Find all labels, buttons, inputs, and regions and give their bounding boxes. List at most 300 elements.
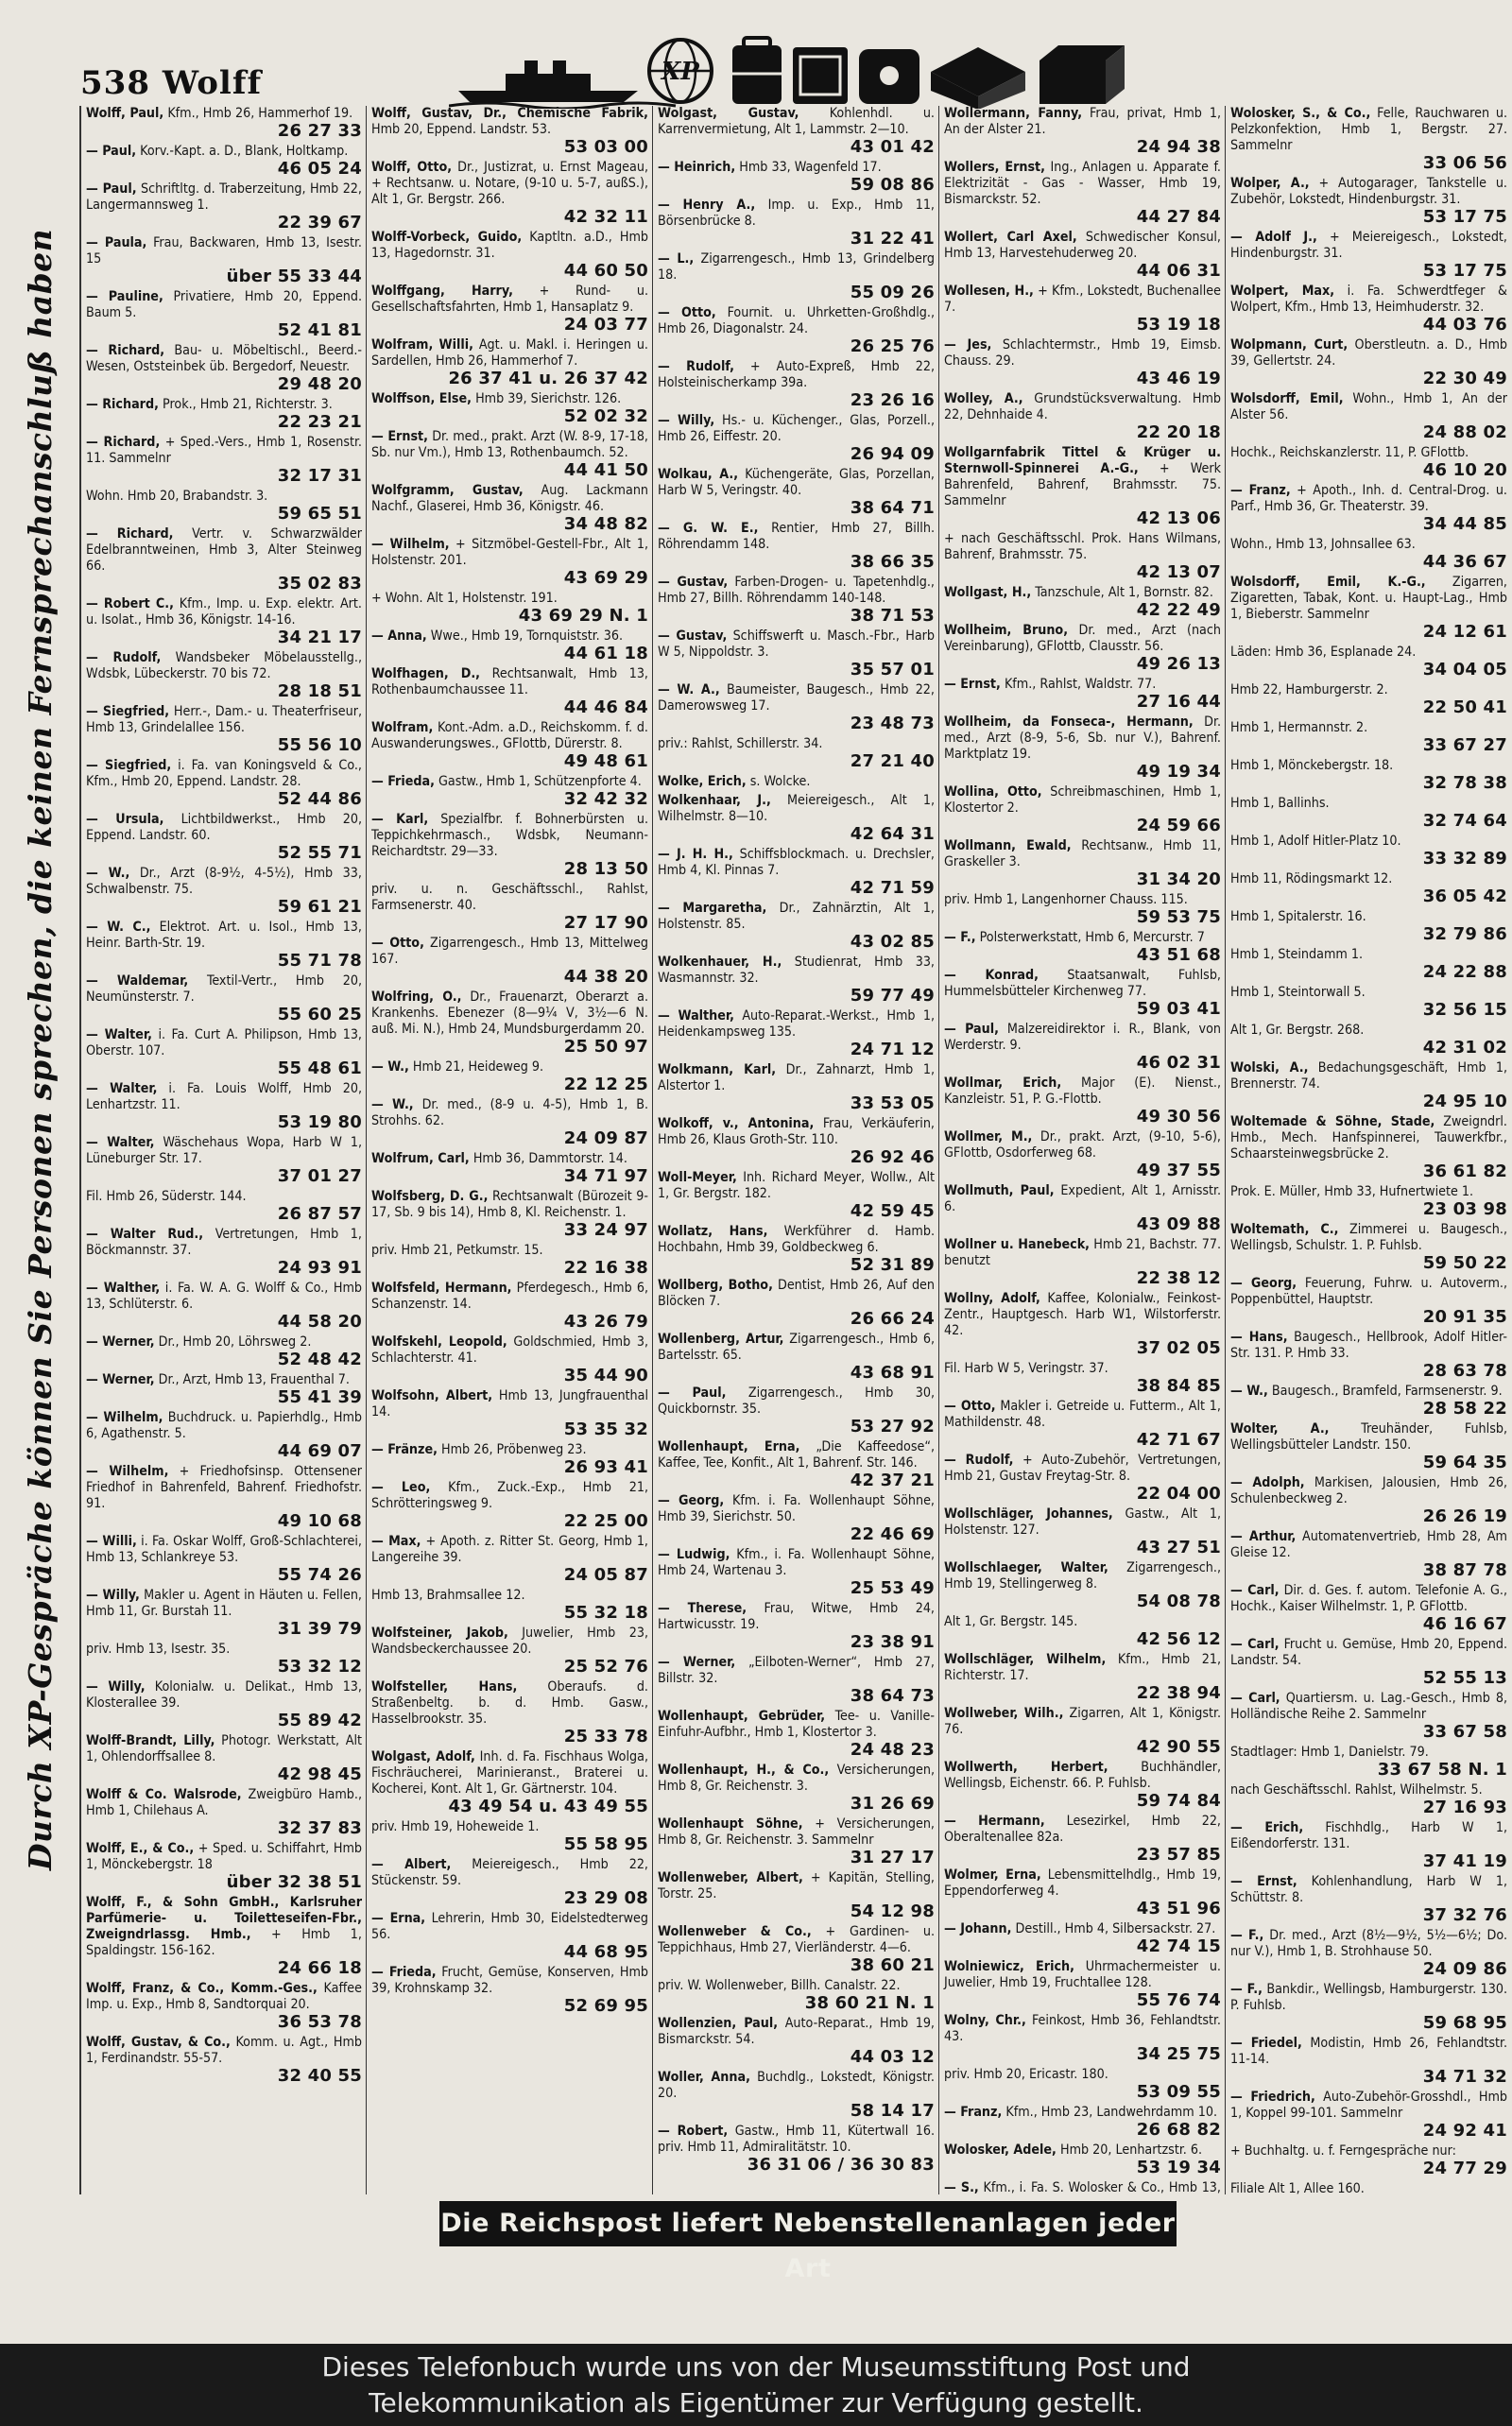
directory-entry — [658, 198, 935, 249]
entry-phone-number: 34 48 82 — [563, 514, 648, 534]
directory-entry — [371, 774, 648, 809]
entry-phone-number: 23 57 85 — [1136, 1845, 1221, 1865]
directory-entry — [944, 585, 1221, 620]
entry-phone-number: 42 59 45 — [850, 1201, 935, 1221]
directory-entry — [371, 1388, 648, 1439]
entry-name: Wollschläger, Wilhelm, — [944, 1652, 1107, 1667]
directory-entry — [658, 2124, 935, 2175]
entry-details: Filiale Alt 1, Allee 160. — [1230, 2181, 1365, 2194]
directory-entry — [371, 720, 648, 771]
entry-phone-number: 44 68 95 — [563, 1942, 648, 1962]
directory-entry — [658, 305, 935, 356]
directory-entry — [1230, 1874, 1507, 1925]
entry-phone-number: 55 71 78 — [277, 951, 362, 971]
entry-details: + Sped.-Vers., Hmb 1, Rosenstr. 11. Sammelnr — [86, 435, 362, 466]
directory-entry — [371, 160, 648, 227]
entry-details: Schreibmaschinen, Hmb 1, Klostertor 2. — [944, 784, 1221, 816]
entry-phone-number: 53 17 75 — [1422, 207, 1507, 227]
entry-phone-number: 44 41 50 — [563, 460, 648, 480]
directory-entry — [86, 435, 362, 486]
entry-phone-number: 28 13 50 — [563, 859, 648, 879]
entry-phone-number: 22 46 69 — [850, 1524, 935, 1544]
entry-phone-number: 54 08 78 — [1136, 1592, 1221, 1611]
entry-details: Komm. u. Agt., Hmb 1, Ferdinandstr. 55-57. — [86, 2035, 362, 2066]
directory-entry — [944, 838, 1221, 889]
entry-details: Werkführer d. Hamb. Hochbahn, Hmb 39, Goldbeckweg 6. — [658, 1224, 935, 1255]
entry-details: Pferdegesch., Hmb 6, Schanzenstr. 14. — [371, 1281, 648, 1312]
entry-name: — Franz, — [1230, 483, 1291, 498]
entry-phone-number: 22 25 00 — [563, 1511, 648, 1531]
entry-phone-number: 26 66 24 — [850, 1309, 935, 1329]
entry-details: Dr., prakt. Arzt, (9-10, 5-6), GFlottb, Osdorferweg 68. — [944, 1129, 1221, 1161]
entry-name: — W., — [371, 1097, 414, 1112]
entry-details: priv. Hmb 13, Isestr. 35. — [86, 1642, 231, 1657]
entry-name: Wolkenhaar, J., — [658, 793, 771, 808]
entry-name: Wolfsteiner, Jakob, — [371, 1626, 508, 1641]
entry-name: — Richard, — [86, 343, 165, 358]
entry-name: — Leo, — [371, 1480, 431, 1495]
entry-name: — Konrad, — [944, 968, 1039, 983]
entry-name: Wolff-Brandt, Lilly, — [86, 1733, 215, 1748]
directory-entry — [86, 1372, 362, 1407]
entry-phone-number: 43 27 51 — [1136, 1538, 1221, 1557]
entry-phone-number: 32 74 64 — [1422, 811, 1507, 831]
entry-name: — Willi, — [86, 1534, 137, 1549]
entry-details: Rechtsanwalt (Bürozeit 9-17, Sb. 9 bis 14), Hmb 8, Kl. Reichenstr. 1. — [371, 1189, 649, 1220]
directory-entry — [86, 812, 362, 863]
entry-details: Hmb 1, Steindamm 1. — [1230, 947, 1364, 962]
entry-phone-number: 37 41 19 — [1422, 1851, 1507, 1871]
directory-entry — [658, 1601, 935, 1652]
entry-phone-number: 37 01 27 — [277, 1166, 362, 1186]
entry-details: Hmb 1, Hermannstr. 2. — [1230, 720, 1368, 735]
directory-entry — [944, 391, 1221, 442]
entry-phone-number: 42 56 12 — [1136, 1629, 1221, 1649]
entry-phone-number: 54 12 98 — [850, 1901, 935, 1921]
entry-details: Kfm., i. Fa. S. Wolosker & Co., Hmb 13, — [983, 2180, 1221, 2194]
directory-entry — [658, 955, 935, 1006]
directory-entry — [944, 337, 1221, 388]
entry-name: — Erich, — [1230, 1820, 1304, 1835]
entry-phone-number: 42 13 06 — [1136, 508, 1221, 528]
entry-name: — Hans, — [1230, 1330, 1288, 1345]
entry-phone-number: 26 26 19 — [1422, 1506, 1507, 1526]
directory-entry — [1230, 391, 1507, 442]
parcel-icon — [931, 47, 1025, 109]
directory-entry — [658, 1332, 935, 1383]
entry-phone-number: 28 58 22 — [1422, 1399, 1507, 1419]
directory-entry — [86, 2035, 362, 2086]
directory-entry — [658, 793, 935, 844]
entry-name: — Paul, — [944, 1022, 999, 1037]
entry-phone-number: 42 32 11 — [563, 207, 648, 227]
entry-phone-number: 55 89 42 — [277, 1711, 362, 1730]
entry-details: Gastw., Hmb 11, Kütertwall 16. priv. Hmb 11, Admiralitätstr. 10. — [658, 2124, 935, 2155]
directory-entry — [371, 1243, 648, 1278]
entry-details: Hmb 20, Lenhartzstr. 6. — [1059, 2142, 1203, 2158]
entry-details: Oberstleutn. a. D., Hmb 39, Gellertstr. 24. — [1230, 337, 1507, 369]
ship-icon — [449, 60, 676, 109]
entry-phone-number: 22 38 94 — [1136, 1683, 1221, 1703]
entry-phone-number: 38 60 21 N. 1 — [804, 1993, 935, 2013]
entry-name: Woller, Anna, — [658, 2070, 750, 2085]
entry-details: Dr. med., Arzt (8-9, 5-6, Sb. nur V.), Bahrenf. Marktplatz 19. — [944, 714, 1221, 762]
directory-entry — [944, 1506, 1221, 1557]
entry-name: Wolkmann, Karl, — [658, 1062, 777, 1077]
entry-phone-number: 44 03 76 — [1422, 315, 1507, 335]
entry-name: Wolgast, Adolf, — [371, 1749, 475, 1764]
entry-phone-number: 26 93 41 — [563, 1457, 648, 1477]
entry-details: Dr. med., Arzt (nach Vereinbarung), GFlottb, Clausstr. 56. — [944, 623, 1221, 654]
entry-details: Aug. Lackmann Nachf., Glaserei, Hmb 36, Königstr. 46. — [371, 483, 648, 514]
entry-details: Rechtsanw., Hmb 11, Graskeller 3. — [944, 838, 1221, 869]
entry-details: + Rund- u. Gesellschaftsfahrten, Hmb 1, Hansaplatz 9. — [371, 284, 648, 315]
directory-entry — [944, 1959, 1221, 2010]
directory-entry — [371, 1626, 648, 1677]
entry-details: i. Fa. Oskar Wolff, Groß-Schlachterei, Hmb 13, Schlankreye 53. — [86, 1534, 362, 1565]
directory-entry — [944, 1921, 1221, 1956]
entry-details: Hmb 1, Spitalerstr. 16. — [1230, 909, 1366, 924]
entry-phone-number: 24 22 88 — [1422, 962, 1507, 982]
entry-details: Hmb 13, Brahmsallee 12. — [371, 1588, 525, 1603]
directory-entry — [371, 1480, 648, 1531]
entry-details: Buchdlg., Lokstedt, Königstr. 20. — [658, 2070, 935, 2101]
entry-name: — Walther, — [86, 1281, 161, 1296]
entry-name: Wolff, Gustav, & Co., — [86, 2035, 231, 2050]
entry-name: Wollweber, Wilh., — [944, 1706, 1064, 1721]
entry-details: Hmb 39, Sierichstr. 126. — [475, 391, 622, 406]
entry-details: + Kfm., Lokstedt, Buchenallee 7. — [944, 284, 1221, 315]
entry-phone-number: 38 64 71 — [850, 498, 935, 518]
credit-caption — [0, 2344, 1512, 2426]
entry-name: — Willy, — [86, 1679, 146, 1695]
entry-phone-number: 37 02 05 — [1136, 1338, 1221, 1358]
entry-name: — Otto, — [944, 1399, 996, 1414]
entry-details: Tee- u. Vanille-Einfuhr-Aufbhr., Hmb 1, Klostertor 3. — [658, 1709, 936, 1740]
entry-name: Wolter, A., — [1230, 1421, 1330, 1437]
entry-phone-number: 33 67 27 — [1422, 735, 1507, 755]
directory-entry — [1230, 575, 1507, 642]
entry-phone-number: 52 44 86 — [277, 789, 362, 809]
entry-phone-number: 31 39 79 — [277, 1619, 362, 1639]
entry-details: Herr.-, Dam.- u. Theaterfriseur, Hmb 13, Grindelallee 156. — [86, 704, 362, 735]
directory-entry — [944, 1614, 1221, 1649]
entry-phone-number: 22 38 12 — [1136, 1268, 1221, 1288]
entry-details: Auto-Zubehör-Grosshdl., Hmb 1, Koppel 99-101. Sammelnr — [1230, 2090, 1507, 2121]
directory-entry — [86, 1981, 362, 2032]
entry-phone-number: 44 46 84 — [563, 697, 648, 717]
entry-name: — Anna, — [371, 628, 427, 644]
entry-phone-number: 55 74 26 — [277, 1565, 362, 1585]
entry-phone-number: 58 14 17 — [850, 2101, 935, 2121]
entry-name: Wolosker, S., & Co., — [1230, 106, 1371, 121]
directory-entry — [944, 284, 1221, 335]
entry-details: Hs.- u. Küchenger., Glas, Porzell., Hmb 26, Eiffestr. 20. — [658, 413, 935, 444]
entry-phone-number: 43 51 68 — [1136, 945, 1221, 965]
entry-details: + Sped. u. Schiffahrt, Hmb 1, Mönckebergstr. 18 — [86, 1841, 362, 1872]
directory-entry — [371, 1819, 648, 1854]
entry-phone-number: 52 02 32 — [563, 406, 648, 426]
entry-details: Zweigndrl. Hmb., Mech. Hanfspinnerei, Tauwerkfbr., Schaarsteinwegsbrücke 2. — [1230, 1114, 1507, 1161]
directory-entry — [944, 2142, 1221, 2177]
directory-entry — [944, 714, 1221, 782]
entry-details: Textil-Vertr., Hmb 20, Neumünsterstr. 7. — [86, 973, 362, 1005]
entry-phone-number: 44 27 84 — [1136, 207, 1221, 227]
entry-details: Wwe., Hmb 19, Tornquiststr. 36. — [430, 628, 624, 644]
entry-name: — Werner, — [658, 1655, 736, 1670]
entry-name: Wolniewicz, Erich, — [944, 1959, 1074, 1974]
directory-entry — [86, 343, 362, 394]
entry-phone-number: 26 25 76 — [850, 336, 935, 356]
entry-name: Wolff, Paul, — [86, 106, 164, 121]
directory-entry — [658, 1547, 935, 1598]
entry-details: + Wohn. Alt 1, Holstenstr. 191. — [371, 591, 558, 606]
entry-details: Felle, Rauchwaren u. Pelzkonfektion, Hmb 1, Bergstr. 27. Sammelnr — [1230, 106, 1507, 153]
entry-details: Wohn. Hmb 20, Brabandstr. 3. — [86, 489, 268, 504]
entry-name: — W. C., — [86, 920, 151, 935]
entry-phone-number: 24 77 29 — [1422, 2159, 1507, 2178]
entry-phone-number: 42 37 21 — [850, 1471, 935, 1490]
entry-phone-number: 22 12 25 — [563, 1075, 648, 1094]
entry-details: Spezialfbr. f. Bohnerbürsten u. Teppichkehrmasch., Wdsbk, Neumann-Reichardtstr. 29—33. — [371, 812, 648, 859]
entry-name: — Frieda, — [371, 1965, 437, 1980]
entry-phone-number: 52 31 89 — [850, 1255, 935, 1275]
directory-entry — [86, 1189, 362, 1224]
entry-phone-number: 46 16 67 — [1422, 1614, 1507, 1634]
entry-phone-number: 32 37 83 — [277, 1818, 362, 1838]
directory-entry — [1230, 1060, 1507, 1111]
entry-phone-number: 52 55 13 — [1422, 1668, 1507, 1688]
entry-details: i. Fa. Schwerdtfeger & Wolpert, Kfm., Hmb 13, Heimhuderstr. 32. — [1230, 284, 1507, 315]
entry-details: Juwelier, Hmb 23, Wandsbeckerchaussee 20. — [371, 1626, 648, 1657]
entry-phone-number: 53 32 12 — [277, 1657, 362, 1677]
entry-name: Wollermann, Fanny, — [944, 106, 1083, 121]
entry-details: Kfm., Hmb 23, Landwehrdamm 10. — [1005, 2105, 1217, 2120]
entry-details: Frau, Verkäuferin, Hmb 26, Klaus Groth-Str. 110. — [658, 1116, 935, 1147]
entry-details: Schiffsblockmach. u. Drechsler, Hmb 4, Kl. Pinnas 7. — [658, 847, 935, 878]
entry-name: — Ursula, — [86, 812, 164, 827]
entry-phone-number: über 55 33 44 — [226, 267, 362, 286]
directory-entry — [658, 521, 935, 572]
directory-entry — [658, 1978, 935, 2013]
entry-details: Dr., Arzt (8-9½, 4-5½), Hmb 33, Schwalbenstr. 75. — [86, 866, 362, 897]
entry-details: + Hmb 1, Spaldingstr. 156-162. — [86, 1927, 362, 1958]
entry-phone-number: 53 17 75 — [1422, 261, 1507, 281]
directory-entry — [371, 591, 648, 626]
directory-entry — [371, 1911, 648, 1962]
entry-name: — Walter Rud., — [86, 1227, 204, 1242]
directory-entry — [658, 1924, 935, 1975]
entry-phone-number: 33 06 56 — [1422, 153, 1507, 173]
entry-phone-number: 28 18 51 — [277, 681, 362, 701]
entry-details: + Meiereigesch., Lokstedt, Hindenburgstr. 31. — [1230, 230, 1507, 261]
entry-name: Wolfsfeld, Hermann, — [371, 1281, 512, 1296]
entry-details: + Kapitän, Stelling, Torstr. 25. — [658, 1870, 935, 1901]
entry-details: Dr. med., (8-9 u. 4-5), Hmb 1, B. Strohhs. 62. — [371, 1097, 648, 1128]
entry-phone-number: 34 44 85 — [1422, 514, 1507, 534]
entry-phone-number: 31 27 17 — [850, 1848, 935, 1867]
entry-details: Dr., Arzt, Hmb 13, Frauenthal 7. — [158, 1372, 350, 1387]
entry-details: Kohlenhandlung, Harb W 1, Schüttstr. 8. — [1230, 1874, 1507, 1905]
entry-phone-number: 42 98 45 — [277, 1764, 362, 1784]
directory-entry — [1230, 483, 1507, 534]
entry-details: Staatsanwalt, Fuhlsb, Hummelsbütteler Kirchenweg 77. — [944, 968, 1221, 999]
directory-entry — [1230, 106, 1507, 173]
entry-details: Kfm., Imp. u. Exp. elektr. Art. u. Isolat., Hmb 36, Königstr. 14-16. — [86, 596, 362, 628]
page-header — [52, 17, 1512, 112]
entry-phone-number: 22 04 00 — [1136, 1484, 1221, 1504]
directory-entry — [944, 2180, 1221, 2194]
credit-line-2: Telekommunikation als Eigentümer zur Verfügung gestellt. — [369, 2387, 1143, 2418]
entry-phone-number: 33 67 58 — [1422, 1722, 1507, 1742]
entry-details: i. Fa. van Koningsveld & Co., Kfm., Hmb 20, Eppend. Landstr. 28. — [86, 758, 362, 789]
entry-phone-number: 26 94 09 — [850, 444, 935, 464]
entry-phone-number: 43 69 29 N. 1 — [518, 606, 648, 626]
entry-phone-number: 24 09 86 — [1422, 1959, 1507, 1979]
entry-phone-number: 49 30 56 — [1136, 1107, 1221, 1127]
entry-name: — G. W. E., — [658, 521, 759, 536]
entry-details: Hmb 21, Bachstr. 77. benutzt — [944, 1237, 1222, 1268]
entry-phone-number: 38 66 35 — [850, 552, 935, 572]
directory-entry — [371, 537, 648, 588]
entry-details: Kaptltn. a.D., Hmb 13, Hagedornstr. 31. — [371, 230, 648, 261]
entry-name: — Pauline, — [86, 289, 163, 304]
entry-details: + Buchhaltg. u. f. Ferngespräche nur: — [1230, 2143, 1456, 2159]
entry-phone-number: 55 60 25 — [277, 1005, 362, 1024]
directory-entry — [86, 397, 362, 432]
directory-entry — [658, 736, 935, 771]
entry-phone-number: 43 46 19 — [1136, 369, 1221, 388]
entry-name: Wolosker, Adele, — [944, 2142, 1057, 2158]
entry-name: Wolfhagen, D., — [371, 666, 481, 681]
entry-name: — Robert C., — [86, 596, 174, 611]
entry-phone-number: 42 22 49 — [1136, 600, 1221, 620]
entry-phone-number: 59 03 41 — [1136, 999, 1221, 1019]
entry-phone-number: über 32 38 51 — [226, 1872, 362, 1892]
directory-entry — [86, 526, 362, 594]
entry-phone-number: 27 21 40 — [850, 751, 935, 771]
entry-details: Hmb 21, Heideweg 9. — [412, 1059, 544, 1075]
directory-entry — [86, 920, 362, 971]
entry-name: Wollenberg, Artur, — [658, 1332, 784, 1347]
entry-details: Lehrerin, Hmb 30, Eidelstedterweg 56. — [371, 1911, 648, 1942]
entry-name: Wolff, F., & Sohn GmbH., Karlsruher Parfümerie- u. Toiletteseifen-Fbr., Zweigndrlassg. Hmb., — [86, 1895, 362, 1942]
entry-details: Imp. u. Exp., Hmb 11, Börsenbrücke 8. — [658, 198, 935, 229]
directory-entry — [658, 2016, 935, 2067]
entry-details: priv.: Rahlst, Schillerstr. 34. — [658, 736, 823, 751]
entry-phone-number: 32 40 55 — [277, 2066, 362, 2086]
directory-entry — [371, 1749, 648, 1816]
directory-entry — [371, 1965, 648, 2016]
entry-details: Malzereidirektor i. R., Blank, von Werderstr. 9. — [944, 1022, 1221, 1053]
entry-details: Quartiersm. u. Lag.-Gesch., Hmb 8, Holländische Reihe 2. Sammelnr — [1230, 1691, 1508, 1722]
entry-phone-number: 43 26 79 — [563, 1312, 648, 1332]
directory-entry — [371, 1588, 648, 1623]
entry-phone-number: 43 69 29 — [563, 568, 648, 588]
entry-name: Woll-Meyer, — [658, 1170, 737, 1185]
entry-details: Baugesch., Hellbrook, Adolf Hitler-Str. 131. P. Hmb 33. — [1230, 1330, 1507, 1361]
footer-banner: Die Reichspost liefert Nebenstellenanlagen jeder Art — [439, 2201, 1177, 2246]
entry-phone-number: 44 06 31 — [1136, 261, 1221, 281]
entry-phone-number: 44 60 50 — [563, 261, 648, 281]
entry-phone-number: 22 39 67 — [277, 213, 362, 232]
entry-name: — Friedel, — [1230, 2036, 1302, 2051]
entry-details: Hmb 1, Mönckebergstr. 18. — [1230, 758, 1394, 773]
directory-entry — [371, 666, 648, 717]
entry-phone-number: 38 60 21 — [850, 1955, 935, 1975]
entry-details: Kohlenhdl. u. Karrenvermietung, Alt 1, Lammstr. 2—10. — [658, 106, 935, 137]
entry-phone-number: 55 76 74 — [1136, 1990, 1221, 2010]
entry-details: Läden: Hmb 36, Esplanade 24. — [1230, 645, 1417, 660]
entry-details: Schwedischer Konsul, Hmb 13, Harvestehuderweg 20. — [944, 230, 1221, 261]
entry-details: Zweigbüro Hamb., Hmb 1, Chilehaus A. — [86, 1787, 363, 1818]
entry-details: Kfm., Zuck.-Exp., Hmb 21, Schrötteringsweg 9. — [371, 1480, 648, 1511]
entry-name: — Johann, — [944, 1921, 1012, 1936]
entry-phone-number: 59 61 21 — [277, 897, 362, 917]
entry-name: — Richard, — [86, 526, 174, 542]
directory-entry — [371, 1189, 648, 1240]
entry-details: Bedachungsgeschäft, Hmb 1, Brennerstr. 74. — [1230, 1060, 1507, 1092]
entry-phone-number: 24 59 66 — [1136, 816, 1221, 835]
directory-entry — [1230, 1691, 1507, 1742]
directory-entry — [944, 1361, 1221, 1396]
entry-name: — Carl, — [1230, 1691, 1280, 1706]
entry-name: Wollheim, da Fonseca-, Hermann, — [944, 714, 1194, 730]
entry-name: — S., — [944, 2180, 979, 2194]
entry-phone-number: 31 22 41 — [850, 229, 935, 249]
entry-details: Bankdir., Wellingsb, Hamburgerstr. 130. P. Fuhlsb. — [1230, 1982, 1507, 2013]
directory-entry — [1230, 445, 1507, 480]
entry-name: Wolkau, A., — [658, 467, 739, 482]
entry-name: — Adolph, — [1230, 1475, 1305, 1490]
entry-phone-number: 25 52 76 — [563, 1657, 648, 1677]
entry-details: Zigarren, Alt 1, Königstr. 76. — [944, 1706, 1221, 1737]
entry-phone-number: 44 61 18 — [563, 644, 648, 663]
entry-name: Wollmer, M., — [944, 1129, 1033, 1144]
entry-name: — Wilhelm, — [86, 1410, 163, 1425]
entry-name: — Rudolf, — [658, 359, 734, 374]
entry-name: — Ludwig, — [658, 1547, 730, 1562]
entry-details: i. Fa. Louis Wolff, Hmb 20, Lenhartzstr. 11. — [86, 1081, 362, 1112]
entry-name: Wolff-Vorbeck, Guido, — [371, 230, 523, 245]
entry-name: Wolfsohn, Albert, — [371, 1388, 493, 1403]
entry-details: Frucht, Gemüse, Konserven, Hmb 39, Krohnskamp 32. — [371, 1965, 648, 1996]
directory-entry — [944, 930, 1221, 965]
entry-phone-number: 43 51 96 — [1136, 1899, 1221, 1918]
entry-details: Dr., Frauenarzt, Oberarzt a. Krankenhs. Ebenezer (8—9¼ V, 3½—6 N. auß. Mi. N.), Hmb 24, Mundsburgerdamm 20. — [371, 989, 649, 1037]
entry-details: Prok. E. Müller, Hmb 33, Hufnertwiete 1. — [1230, 1184, 1474, 1199]
entry-details: Prok., Hmb 21, Richterstr. 3. — [163, 397, 333, 412]
entry-name: — Rudolf, — [86, 650, 162, 665]
directory-entry — [1230, 2090, 1507, 2141]
entry-name: — F., — [1230, 1928, 1264, 1943]
directory-entry — [658, 682, 935, 733]
entry-name: Woltemath, C., — [1230, 1222, 1339, 1237]
directory-entry — [944, 1237, 1221, 1288]
entry-name: — F., — [944, 930, 976, 945]
entry-name: — Walter, — [86, 1135, 155, 1150]
entry-details: priv. W. Wollenweber, Billh. Canalstr. 22. — [658, 1978, 901, 1993]
directory-entry — [86, 1464, 362, 1531]
entry-details: Hochk., Reichskanzlerstr. 11, P. GFlottb. — [1230, 445, 1469, 460]
entry-phone-number: 35 44 90 — [563, 1366, 648, 1385]
directory-entry — [658, 1278, 935, 1329]
entry-phone-number: 42 13 07 — [1136, 562, 1221, 582]
directory-entry — [86, 144, 362, 179]
entry-details: Zimmerei u. Baugesch., Wellingsb, Schulstr. 1. P. Fuhlsb. — [1230, 1222, 1507, 1253]
directory-entry — [944, 784, 1221, 835]
entry-phone-number: 44 03 12 — [850, 2047, 935, 2067]
